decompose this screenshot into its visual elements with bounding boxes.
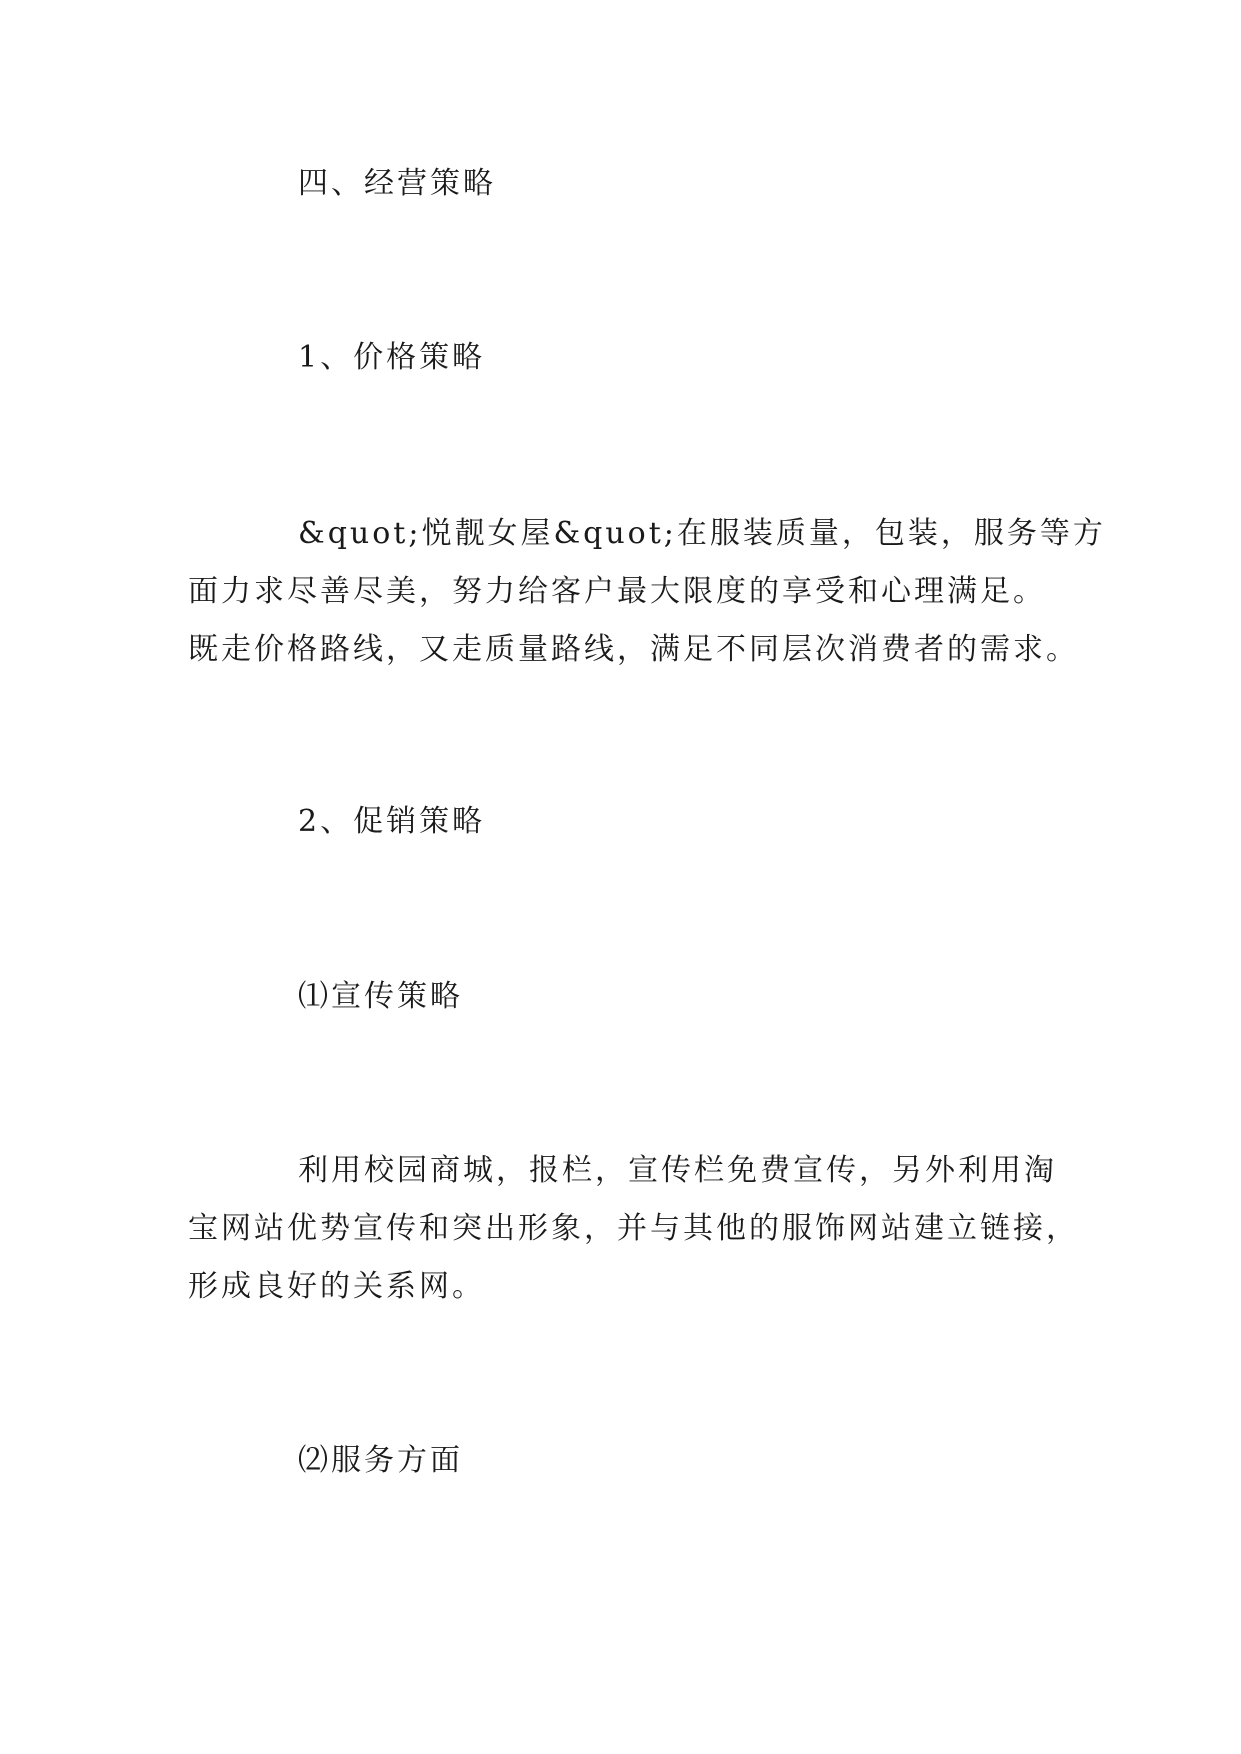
section-heading-business-strategy: 四、经营策略	[298, 166, 496, 201]
subheading-publicity-strategy: ⑴宣传策略	[298, 979, 463, 1014]
publicity-paragraph-line-3: 形成良好的关系网。	[188, 1269, 485, 1304]
price-paragraph-line-1: &quot;悦靓女屋&quot;在服装质量，包装，服务等方	[298, 516, 1106, 551]
subheading-service: ⑵服务方面	[298, 1443, 463, 1478]
publicity-paragraph-line-2: 宝网站优势宣传和突出形象，并与其他的服饰网站建立链接，	[188, 1211, 1079, 1246]
subheading-price-strategy: 1、价格策略	[298, 340, 486, 375]
publicity-paragraph-line-1: 利用校园商城，报栏，宣传栏免费宣传，另外利用淘	[298, 1153, 1057, 1188]
subheading-promotion-strategy: 2、促销策略	[298, 804, 486, 839]
price-paragraph-line-3: 既走价格路线，又走质量路线，满足不同层次消费者的需求。	[188, 632, 1079, 667]
price-paragraph-line-2: 面力求尽善尽美，努力给客户最大限度的享受和心理满足。	[188, 574, 1046, 609]
